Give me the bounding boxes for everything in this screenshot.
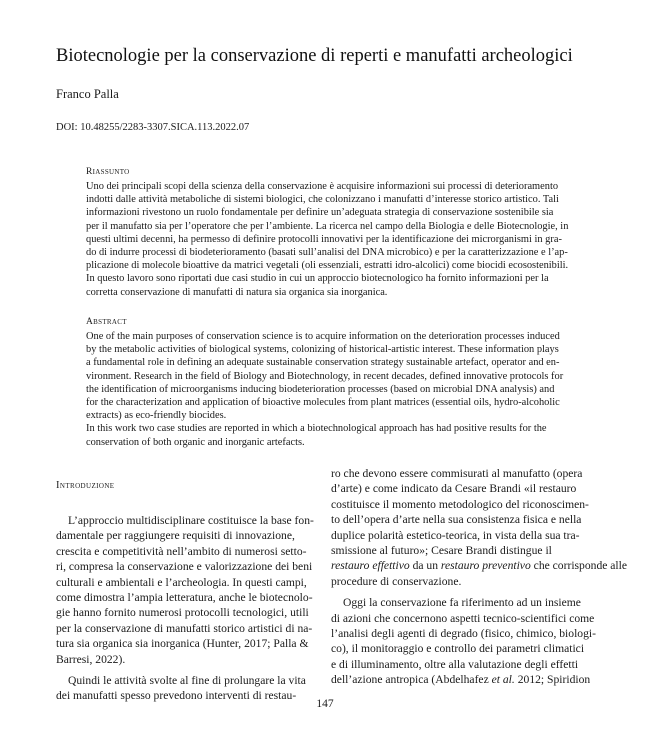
body-line: ri, compresa la conservazione e valorizzazione dei beni xyxy=(56,560,313,574)
body-column-left xyxy=(56,472,317,704)
body-line: come dimostra l’ampia letteratura, anche le biotecnolo- xyxy=(56,591,313,605)
body-text: dell’azione antropica (Abdelhafez xyxy=(331,673,489,687)
body-line xyxy=(331,558,628,573)
body-line: co), il monitoraggio e controllo dei parametri climatici xyxy=(331,642,585,656)
abstract-line: extracts) as eco-friendly biocides. xyxy=(86,410,227,422)
body-column-right xyxy=(331,466,628,688)
abstract-text xyxy=(86,330,599,449)
body-text: smissione al futuro»; Cesare Brandi distingue il xyxy=(331,544,552,558)
body-text: 2012; Spiridion xyxy=(517,673,591,687)
riassunto-block xyxy=(86,166,599,299)
body-line: damentale per raggiungere requisiti di innovazione, xyxy=(56,529,295,543)
author-name: Franco Palla xyxy=(56,87,119,101)
body-line xyxy=(331,543,592,558)
page-number: 147 xyxy=(316,698,334,710)
body-line: Barresi, 2022). xyxy=(56,652,126,666)
body-line: ro che devono essere commisurati al manufatto (opera xyxy=(331,467,583,480)
abstract-line: One of the main purposes of conservation science is to acquire information on the deterioration processes induced xyxy=(86,331,560,342)
abstract-line: the identification of microorganisms inducing biodeterioration processes (based on microbial DNA analysis) and xyxy=(86,383,555,395)
body-line: Quindi le attività svolte al fine di prolungare la vita xyxy=(68,674,306,688)
section-heading-introduzione: Introduzione xyxy=(56,480,115,491)
italic-term: restauro effettivo xyxy=(331,559,410,573)
body-line: duplice polarità estetico-teorica, in vista della sua tra- xyxy=(331,528,580,542)
riassunto-line: In questo lavoro sono riportati due casi studio in cui un approccio biotecnologico ha fornito informazioni per la xyxy=(86,273,549,285)
body-line: e di illuminamento, oltre alla valutazione degli effetti xyxy=(331,657,579,671)
body-line: to dell’opera d’arte nella sua consistenza fisica e nella xyxy=(331,513,582,527)
abstract-line: In this work two case studies are reported in which a biotechnological approach has had positive results for the xyxy=(86,423,547,435)
body-line: l’analisi degli agenti di degrado (fisico, chimico, biologi- xyxy=(331,627,596,641)
abstract-block xyxy=(86,316,599,449)
riassunto-line: Uno dei principali scopi della scienza della conservazione è acquisire informazioni sui processi di deterioramento xyxy=(86,181,559,192)
body-line: d’arte) e come indicato da Cesare Brandi «il restauro xyxy=(331,482,577,496)
riassunto-line: informazioni rivestono un ruolo fondamentale per definire un’adeguata strategia di conservazione sostenibile sia xyxy=(86,207,554,219)
riassunto-line: corretta conservazione di manufatti di natura sia organica sia inorganica. xyxy=(86,286,388,298)
body-line: crescita e competitività nell’ambito di numerosi setto- xyxy=(56,544,307,558)
riassunto-line: indotti dalle attività metaboliche di sistemi biologici, che colonizzano i manufatti d’interesse storico artistico. Tali xyxy=(86,194,559,206)
body-line: di azioni che concernono aspetti tecnico-scientifici come xyxy=(331,611,595,625)
italic-term: et al. xyxy=(491,673,515,687)
body-line: L’approccio multidisciplinare costituisce la base fon- xyxy=(68,514,314,527)
body-text: che corrisponde alle xyxy=(533,559,628,573)
abstract-line: vironment. Research in the field of Biology and Biotechnology, in recent decades, defined innovative protocols for xyxy=(86,370,564,382)
body-line: per la conservazione di manufatti storico artistici di na- xyxy=(56,621,313,635)
abstract-line: for the characterization and application of bioactive molecules from plant matrices (essential oils, hydro-alcoholic xyxy=(86,397,560,409)
abstract-line: a fundamental role in defining an adequate sustainable conservation strategy sustainable artefact, operator and en- xyxy=(86,357,560,369)
body-line: tura sia organica sia inorganica (Hunter, 2017; Palla & xyxy=(56,637,309,651)
riassunto-line: do di indurre processi di biodeterioramento (basati sull’analisi del DNA microbico) e per la caratterizzazione e l’ap- xyxy=(86,247,568,259)
abstract-heading: Abstract xyxy=(86,317,127,327)
italic-term: restauro preventivo xyxy=(440,559,531,573)
riassunto-line: plicazione di molecole bioattive da matrici vegetali (oli essenziali, estratti idro-alcolici) come biocidi ecosostenibili. xyxy=(86,260,569,272)
body-line xyxy=(331,672,592,687)
body-line: Oggi la conservazione fa riferimento ad un insieme xyxy=(343,596,581,610)
riassunto-heading: Riassunto xyxy=(86,167,130,177)
riassunto-line: questi ultimi decenni, ha permesso di definire protocolli innovativi per la identificazione dei microrganismi in gra- xyxy=(86,233,562,245)
abstract-line: by the metabolic activities of biological systems, colonizing of historical-artistic interest. These information plays xyxy=(86,344,559,356)
abstract-line: conservation of both organic and inorganic artefacts. xyxy=(86,436,305,448)
body-text: da un xyxy=(412,559,439,573)
riassunto-line: per il manufatto sia per l’operatore che per l’ambiente. La ricerca nel campo della Biologia e delle Biotecnologie, in xyxy=(86,220,569,232)
doi-line: DOI: 10.48255/2283-3307.SICA.113.2022.07 xyxy=(56,122,250,133)
body-line: procedure di conservazione. xyxy=(331,574,462,588)
article-title: Biotecnologie per la conservazione di reperti e manufatti archeologici xyxy=(56,46,573,66)
body-line: dei manufatti spesso prevedono interventi di restau- xyxy=(56,689,297,703)
riassunto-text xyxy=(86,180,599,299)
body-line: gie hanno fornito numerosi protocolli tecnologici, utili xyxy=(56,606,309,620)
body-line: culturali e ambientali e l’archeologia. In questi campi, xyxy=(56,575,307,589)
body-line: costituisce il momento metodologico del riconoscimen- xyxy=(331,497,589,511)
